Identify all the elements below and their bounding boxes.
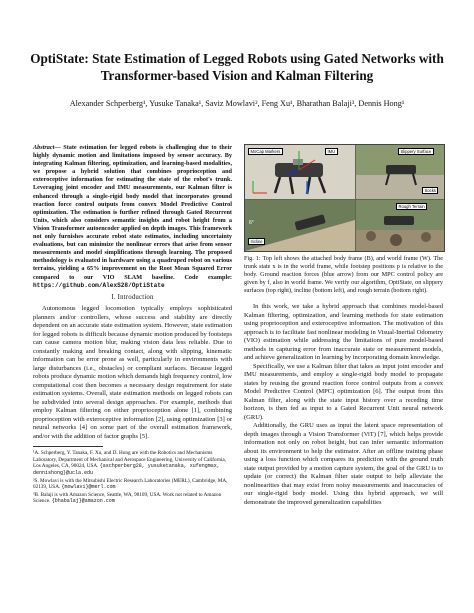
paper-title: OptiState: State Estimation of Legged Robots using Gated Networks with Transformer-based Vision and Kalman Filtering [30,51,444,83]
incline-label: Incline [248,238,265,245]
slippery-label: Slippery Surface [398,148,434,155]
incline-panel [245,200,355,251]
footnote-1 [33,450,232,476]
slippery-panel [356,145,444,199]
code-link[interactable]: https://github.com/AlexS28/OptiState [33,281,165,289]
intro-paragraph: Autonomous legged locomotion typically employs sophisticated planners and/or controllers, whose success and stability are directly dependent on an accurate state estimation system. However, state estimation for legged robots is difficult because dynamic motion produced by footsteps can cause camera motion blur, making vision data less reliable. Due to constantly making and breaking contact, along with slipping, kinematic information can be error prone as well, particularly in environments with large disturbances (i.e., obstacles) or compliant surfaces. Because legged robots produce dynamic motion which demands high frequency control, low computational cost then becomes a necessary design requirement for state estimation systems. Overall, state estimation methods on legged robots can be subdivided into several design approaches. For example, methods that employ Kalman filtering on either proprioception alone [1], combining proprioception with exteroceptive information [2], using optimization [3] or neural networks [4] on some part of the overall estimation framework, and/or with the addition of factor graphs [5]. [33,305,232,440]
figure-caption: Fig. 1: Top left shows the attached body frame (B), and world frame (W). The trunk state x is in the world frame, while footstep positions p is relative to the body. Ground reaction forces (blue arrow) from our MPC control policy are given by f, also in world frame. We verify our algorithm, OptiState, on slippery surfaces (top right), incline (bottom left), and rough terrain (bottom right). [244,255,443,294]
right-paragraph-3: Additionally, the GRU uses as input the latent space representation of depth images through a Vision Transformer (ViT) [7], which helps provide information not only on robot height, but can infer semantic information about its environment to help the estimator. After an offline training phase using a loss function which compares its prediction with the ground truth state output provided by a motion capture system, the goal of the GRU is to update (or correct) the Kalman filter state output to help alleviate the nonlinearities that may exist from noisy measurements and inaccuracies of our single-rigid body model. Using this hybrid approach, we will demonstrate the improved generalization capabilities [244,422,443,506]
mocap-label: MoCap Markers [248,148,283,155]
footnote-3-text: ³B. Balaji is with Amazon Science, Seattle, WA, 98109, USA. Work not related to Amazon Science. [33,491,222,505]
footnote-2-email[interactable]: {mowlavi}@merl.com [61,484,116,491]
rough-terrain-panel [356,200,444,251]
robot-frames-panel [245,145,355,199]
footnote-1-email[interactable]: {aschperberg28, yusuketanaka, xufengmax, dennishong}@ucla.edu [33,463,220,476]
imu-label: IMU [325,148,338,155]
svg-text:6°: 6° [249,220,254,226]
section-heading: I. Introduction [111,293,154,301]
footnote-1-text: ¹A. Schperberg, Y. Tanaka, F. Xu, and D. Hong are with the Robotics and Mechanisms Laboratory, Department of Mechanical and Aerospace Engineering, University of California, Los Angeles, CA, 90024, USA. [33,450,226,470]
footnote-3-email[interactable]: {bhabalaj}@amazon.com [51,498,115,505]
socks-label: Socks [422,187,438,194]
right-column [244,144,443,507]
author-list: Alexander Schperberg¹, Yusuke Tanaka¹, Saviz Mowlavi², Feng Xu¹, Bharathan Balaji³, Dennis Hong¹ [69,99,405,108]
rough-terrain-label: Rough Terrain [396,203,427,210]
footnote-2 [33,478,232,491]
right-paragraph-1: In this work, we take a hybrid approach that combines model-based Kalman filtering, optimization, and learning methods for state estimation using proprioception and exteroceptive information. The motivation of this approach is to facilitate fast nonlinear modeling in Visual-Inertial Odometry (VIO) estimation while addressing the limitations of pure model-based methods in capturing error from inaccurate state or measurement models, and achieve generalization in learning by incorporating domain knowledge. [244,303,443,361]
footnote-3 [33,492,232,505]
right-paragraph-2: Specifically, we use a Kalman filter that takes as input joint encoder and IMU measurements, and employ a single-rigid body model to propagate states by reusing the ground reaction force control outputs from a convex Model Predictive Control (MPC) optimization [6]. The output from this Kalman filter, along with the state input history over a receding time horizon, is then fed as input to a Gated Recurrent Unit neural network (GRU). [244,362,443,421]
abstract-text: — State estimation for legged robots is challenging due to their highly dynamic motion and limitations imposed by sensor accuracy. By integrating Kalman filtering, optimization, and learning-based modalities, we propose a hybrid solution that combines proprioception and exteroceptive information for estimating the state of the robot's trunk. Leveraging joint encoder and IMU measurements, our Kalman filter is enhanced through a single-rigid body model that incorporates ground reaction force control outputs from convex Model Predictive Control optimization. The estimation is further refined through Gated Recurrent Units, which also considers semantic insights and robot height from a Vision Transformer autoencoder applied on depth images. This framework not only furnishes accurate robot state estimates, including uncertainty evaluations, but can minimize the nonlinear errors that arise from sensor measurements and model simplifications through learning. The proposed methodology is evaluated in hardware using a quadruped robot on various terrains, yielding a 65% improvement on the Root Mean Squared Error compared to our VIO SLAM baseline. Code example: [33,144,232,281]
footnote-2-text: ²S. Mowlavi is with the Mitsubishi Electric Research Laboratories (MERL), Cambridge, MA, 02139, USA. [33,477,228,491]
abstract [33,144,232,290]
footnote-divider [33,446,103,447]
left-column [33,144,232,506]
abstract-label: Abstract [33,144,55,151]
figure-1-image [244,144,445,252]
